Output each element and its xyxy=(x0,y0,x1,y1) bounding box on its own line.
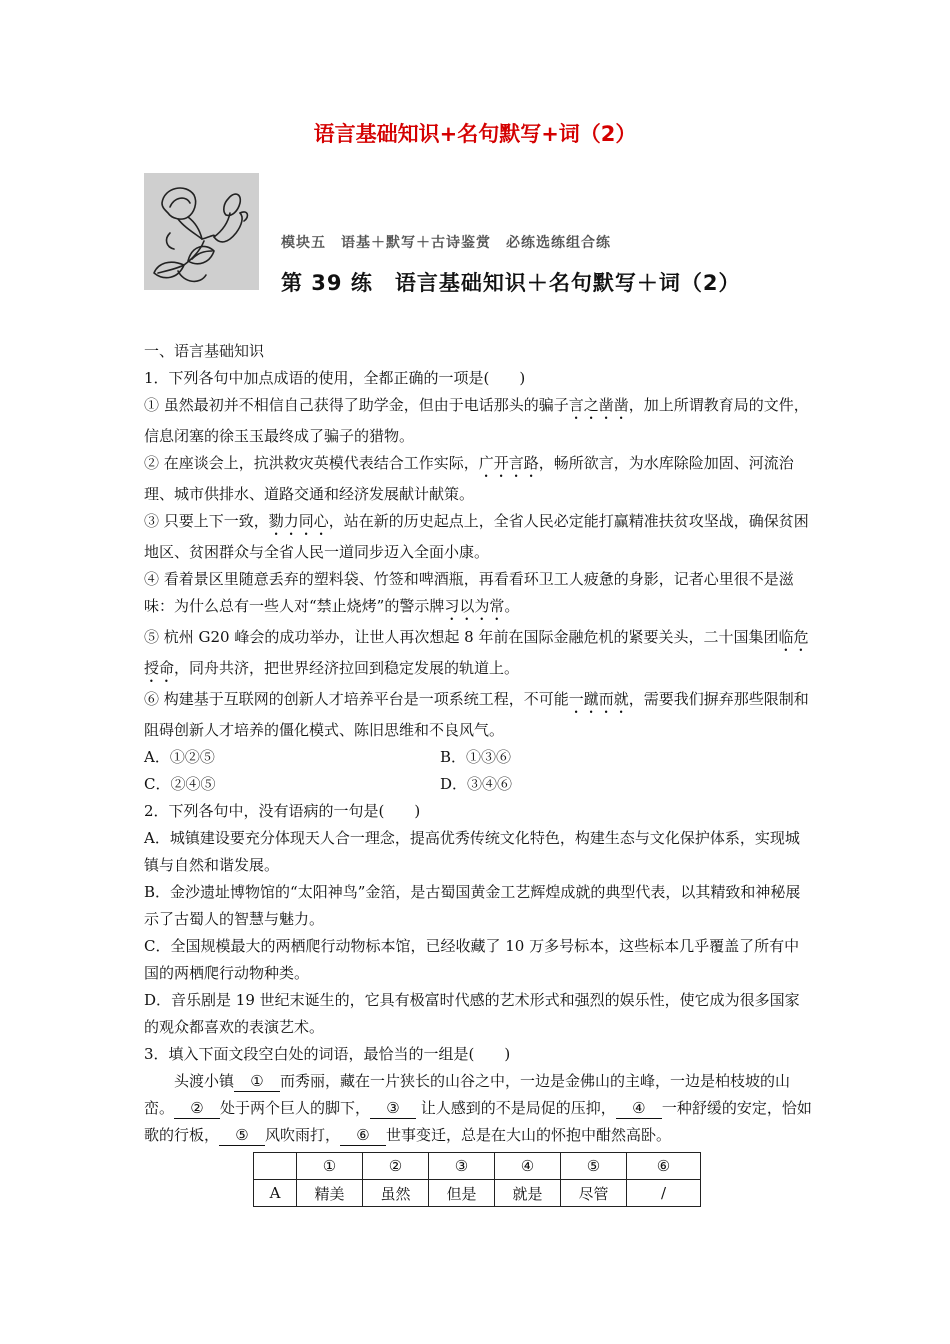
sentence-text: ，同舟共济，把世界经济拉回到稳定发展的轨道上。 xyxy=(174,659,520,677)
blank-6: ⑥ xyxy=(340,1126,386,1146)
sentence-text: ，畅所欲言，为水库除险加固、河流治理、城市供排水、道路交通和经济发展献计献策。 xyxy=(144,454,794,503)
dotted-idiom: 广开言路 xyxy=(478,454,539,472)
q2-option-b: B．金沙遗址博物馆的“太阳神鸟”金箔，是古蜀国黄金工艺辉煌成就的典型代表，以其精致和神秘展示了古蜀人的智慧与魅力。 xyxy=(144,883,801,928)
passage-text: 一种舒缓的安定，恰如歌的行板， xyxy=(144,1099,812,1144)
blank-1: ① xyxy=(234,1072,280,1092)
dotted-idiom: 勠力同心 xyxy=(268,512,329,530)
blank-3: ③ xyxy=(370,1099,416,1119)
table-cell: ③ xyxy=(429,1153,495,1180)
lesson-banner xyxy=(144,173,804,293)
sentence-text: ，需要我们摒弃那些限制和阻碍创新人才培养的僵化模式、陈旧思维和不良风气。 xyxy=(144,690,809,739)
table-header-row xyxy=(254,1153,701,1180)
lesson-title: 第 39 练 语言基础知识＋名句默写＋词（2） xyxy=(281,271,741,295)
option-b: B．①③⑥ xyxy=(440,748,512,766)
sentence-text: ⑥ 构建基于互联网的创新人才培养平台是一项系统工程，不可能 xyxy=(144,690,569,708)
sentence-text: 。 xyxy=(504,597,520,615)
option-a: A．①②⑤ xyxy=(144,748,215,766)
sentence-text: ④ 看着景区里随意丢弃的塑料袋、竹签和啤酒瓶，再看看环卫工人疲惫的身影，记者心里很不是滋味：为什么总有一些人对“禁止烧烤”的警示牌 xyxy=(144,570,794,615)
table-cell: ⑤ xyxy=(561,1153,627,1180)
table-cell xyxy=(254,1153,297,1180)
table-cell: 就是 xyxy=(495,1180,561,1207)
q1-sentence-1 xyxy=(144,392,812,450)
table-cell: A xyxy=(254,1180,297,1207)
section-heading: 一、语言基础知识 xyxy=(144,342,265,360)
question-3-stem: 3．填入下面文段空白处的词语，最恰当的一组是( ) xyxy=(144,1045,511,1063)
option-d: D．③④⑥ xyxy=(440,775,513,793)
table-cell: 尽管 xyxy=(561,1180,627,1207)
page-title: 语言基础知识+名句默写+词（2） xyxy=(313,122,637,146)
q1-sentence-5 xyxy=(144,624,812,686)
q1-sentence-6 xyxy=(144,686,812,744)
sentence-text: ① 虽然最初并不相信自己获得了助学金，但由于电话那头的骗子 xyxy=(144,396,569,414)
q3-passage xyxy=(144,1068,812,1149)
blank-2: ② xyxy=(174,1099,220,1119)
sentence-text: ③ 只要上下一致， xyxy=(144,512,269,530)
sentence-text: ，加上所谓教育局的文件，信息闭塞的徐玉玉最终成了骗子的猎物。 xyxy=(144,396,809,445)
exercise-content xyxy=(144,338,812,1149)
question-1-stem: 1．下列各句中加点成语的使用，全都正确的一项是( ) xyxy=(144,369,526,387)
table-cell: ④ xyxy=(495,1153,561,1180)
q1-sentence-2 xyxy=(144,450,812,508)
option-c: C．②④⑤ xyxy=(144,775,216,793)
q1-options-row-2 xyxy=(144,771,812,798)
sentence-text: ② 在座谈会上，抗洪救灾英模代表结合工作实际， xyxy=(144,454,479,472)
passage-text: 让人感到的不是局促的压抑， xyxy=(416,1099,616,1117)
dotted-idiom: 言之凿凿 xyxy=(568,396,629,414)
table-cell: ⑥ xyxy=(627,1153,701,1180)
sentence-text: ⑤ 杭州 G20 峰会的成功举办，让世人再次想起 8 年前在国际金融危机的紧要关头，二十国集团 xyxy=(144,628,779,646)
q1-sentence-3 xyxy=(144,508,812,566)
table-cell: / xyxy=(627,1180,701,1207)
table-cell: ② xyxy=(363,1153,429,1180)
question-2-stem: 2．下列各句中，没有语病的一句是( ) xyxy=(144,802,421,820)
dotted-idiom: 一蹴而就 xyxy=(568,690,629,708)
q2-option-a: A．城镇建设要充分体现天人合一理念，提高优秀传统文化特色，构建生态与文化保护体系，实现城镇与自然和谐发展。 xyxy=(144,829,800,874)
sentence-text: ，站在新的历史起点上，全省人民必定能打赢精准扶贫攻坚战，确保贫困地区、贫困群众与全省人民一道同步迈入全面小康。 xyxy=(144,512,809,561)
dotted-idiom: 临危授命 xyxy=(144,628,809,677)
q1-options-row-1 xyxy=(144,744,812,771)
blank-4: ④ xyxy=(616,1099,662,1119)
passage-text: 处于两个巨人的脚下， xyxy=(220,1099,371,1117)
passage-text: 世事变迁，总是在大山的怀抱中酣然高卧。 xyxy=(386,1126,672,1144)
passage-text: 而秀丽，藏在一片狭长的山谷之中，一边是金佛山的主峰，一边是柏枝坡的山峦。 xyxy=(144,1072,791,1117)
table-cell: ① xyxy=(297,1153,363,1180)
table-cell: 精美 xyxy=(297,1180,363,1207)
q2-option-d: D．音乐剧是 19 世纪末诞生的，它具有极富时代感的艺术形式和强烈的娱乐性，使它成为很多国家的观众都喜欢的表演艺术。 xyxy=(144,991,800,1036)
module-subtitle: 模块五 语基＋默写＋古诗鉴赏 必练选练组合练 xyxy=(281,235,611,251)
dotted-idiom: 习以为常 xyxy=(444,597,505,615)
table-row xyxy=(254,1180,701,1207)
q1-sentence-4 xyxy=(144,566,812,624)
passage-text: 头渡小镇 xyxy=(174,1072,235,1090)
table-cell: 但是 xyxy=(429,1180,495,1207)
q2-option-c: C．全国规模最大的两栖爬行动物标本馆，已经收藏了 10 万多号标本，这些标本几乎覆盖了所有中国的两栖爬行动物种类。 xyxy=(144,937,800,982)
blank-5: ⑤ xyxy=(219,1126,265,1146)
passage-text: 风吹雨打， xyxy=(265,1126,341,1144)
answer-table xyxy=(253,1152,701,1207)
table-cell: 虽然 xyxy=(363,1180,429,1207)
morning-glory-flower-icon xyxy=(144,173,259,290)
